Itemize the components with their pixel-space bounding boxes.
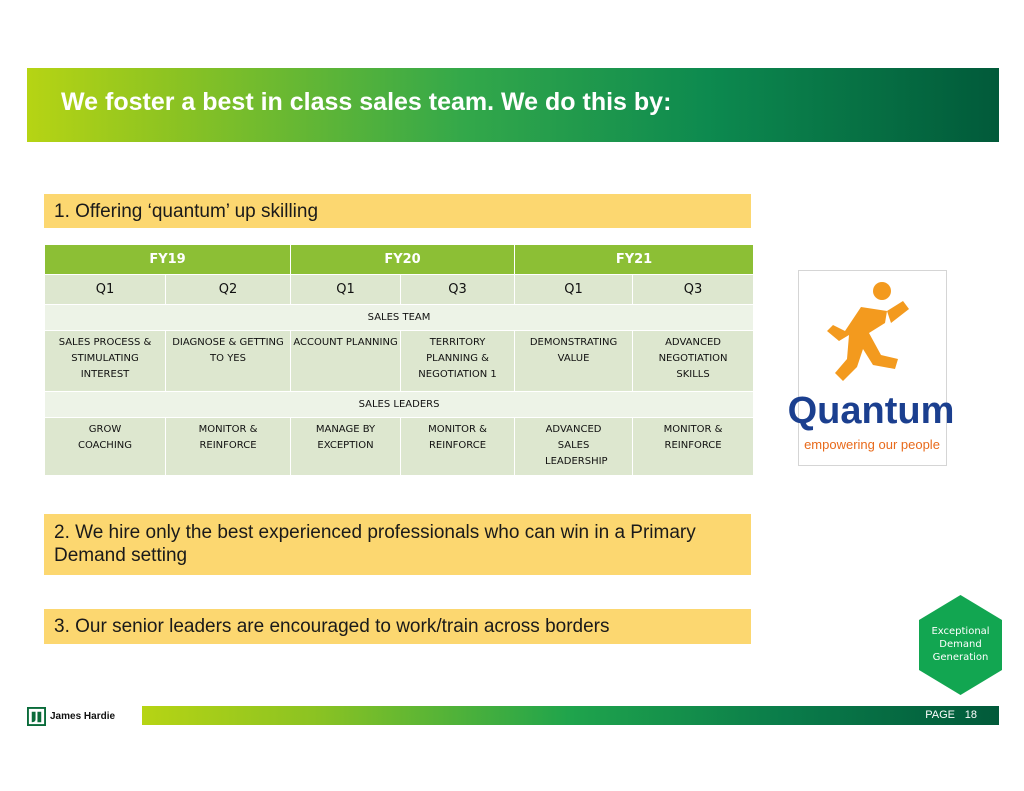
section-row — [45, 305, 754, 331]
quarter-cell: Q1 — [291, 275, 401, 305]
fiscal-year-row — [45, 245, 754, 275]
module-cell: DEMONSTRATING VALUE — [515, 331, 633, 392]
page-number: 18 — [964, 709, 977, 721]
sales-leaders-row — [45, 418, 754, 476]
company-mark-icon — [27, 707, 46, 726]
james-hardie-logo — [27, 706, 115, 726]
badge-text: Exceptional Demand Generation — [931, 626, 990, 663]
quarter-cell: Q3 — [401, 275, 515, 305]
section-row — [45, 392, 754, 418]
runner-icon — [787, 271, 955, 465]
callout-leaders: 3. Our senior leaders are encouraged to work/train across borders — [44, 609, 751, 644]
title-bar — [27, 68, 999, 142]
module-cell: GROW COACHING — [45, 418, 166, 476]
fy-header: FY20 — [291, 245, 515, 275]
quantum-word: Quantum — [787, 390, 955, 432]
fy-header: FY21 — [515, 245, 754, 275]
module-cell: MANAGE BY EXCEPTION — [291, 418, 401, 476]
module-cell: SALES PROCESS & STIMULATING INTEREST — [45, 331, 166, 392]
sales-leaders-label: SALES LEADERS — [45, 392, 754, 418]
module-cell: TERRITORY PLANNING & NEGOTIATION 1 — [401, 331, 515, 392]
slide-title: We foster a best in class sales team. We do this by: — [61, 88, 672, 116]
quarter-cell: Q3 — [633, 275, 754, 305]
callout-hiring: 2. We hire only the best experienced professionals who can win in a Primary Demand setting — [44, 514, 751, 575]
module-cell: ADVANCED NEGOTIATION SKILLS — [633, 331, 754, 392]
footer-bar — [142, 706, 999, 725]
fy-header: FY19 — [45, 245, 291, 275]
company-name: James Hardie — [50, 710, 116, 722]
module-cell: MONITOR & REINFORCE — [166, 418, 291, 476]
quarter-cell: Q2 — [166, 275, 291, 305]
quarter-cell: Q1 — [515, 275, 633, 305]
callout-upskilling: 1. Offering ‘quantum’ up skilling — [44, 194, 751, 228]
quarter-row — [45, 275, 754, 305]
quantum-logo — [787, 270, 955, 466]
quarter-cell: Q1 — [45, 275, 166, 305]
module-cell: ACCOUNT PLANNING — [291, 331, 401, 392]
module-cell: MONITOR & REINFORCE — [633, 418, 754, 476]
module-cell: DIAGNOSE & GETTING TO YES — [166, 331, 291, 392]
module-cell: MONITOR & REINFORCE — [401, 418, 515, 476]
sales-team-row — [45, 331, 754, 392]
quantum-tagline: empowering our people — [804, 437, 940, 452]
module-cell: ADVANCED SALES LEADERSHIP — [515, 418, 633, 476]
page-label: PAGE — [925, 709, 955, 721]
training-schedule-table — [44, 244, 754, 476]
sales-team-label: SALES TEAM — [45, 305, 754, 331]
